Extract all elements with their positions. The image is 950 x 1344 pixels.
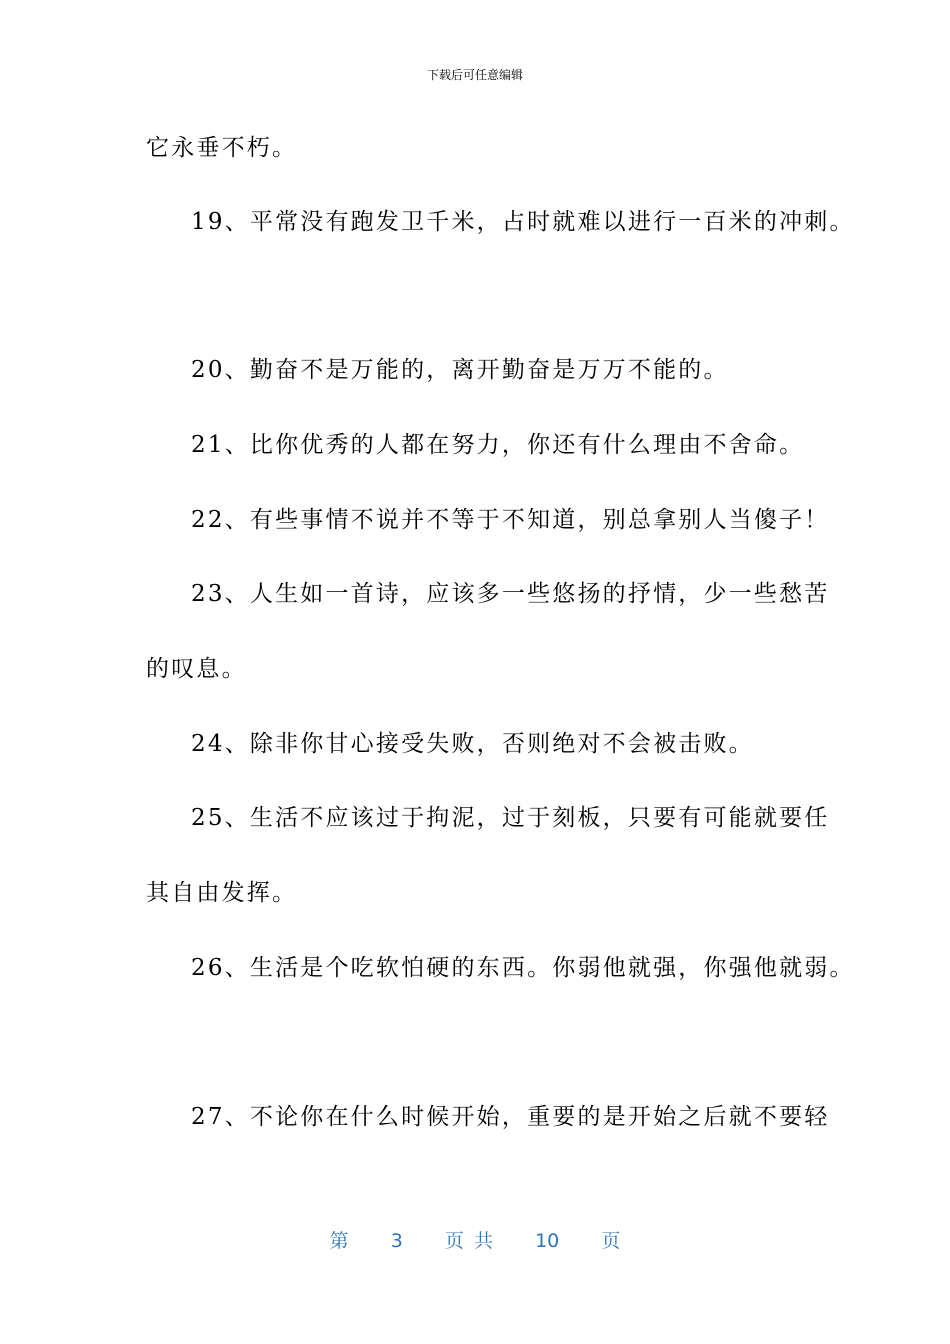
text-line: 的叹息。: [146, 656, 247, 682]
footer-current-page: 3: [390, 1230, 403, 1252]
text-line: 19、平常没有跑发卫千米，占时就难以进行一百米的冲刺。: [191, 209, 855, 235]
text-line: 24、除非你甘心接受失败，否则绝对不会被击败。: [191, 731, 754, 757]
footer-total-pages: 10: [535, 1230, 560, 1252]
text-line: 它永垂不朽。: [146, 135, 298, 161]
text-line: 20、勤奋不是万能的，离开勤奋是万万不能的。: [191, 357, 729, 383]
text-line: 22、有些事情不说并不等于不知道，别总拿别人当傻子！: [191, 507, 830, 533]
text-line: 23、人生如一首诗，应该多一些悠扬的抒情，少一些愁苦: [191, 581, 830, 607]
text-line: 26、生活是个吃软怕硬的东西。你弱他就强，你强他就弱。: [191, 955, 855, 981]
footer-suffix: 页: [601, 1230, 621, 1252]
footer-middle: 页 共: [444, 1230, 493, 1252]
text-line: 其自由发挥。: [146, 880, 298, 906]
footer-prefix: 第: [329, 1230, 349, 1252]
text-line: 25、生活不应该过于拘泥，过于刻板，只要有可能就要任: [191, 805, 830, 831]
page-footer: [0, 1226, 950, 1253]
header-note: 下载后可任意编辑: [426, 68, 523, 82]
text-line: 21、比你优秀的人都在努力，你还有什么理由不舍命。: [191, 432, 805, 458]
text-line: 27、不论你在什么时候开始，重要的是开始之后就不要轻: [191, 1104, 830, 1130]
